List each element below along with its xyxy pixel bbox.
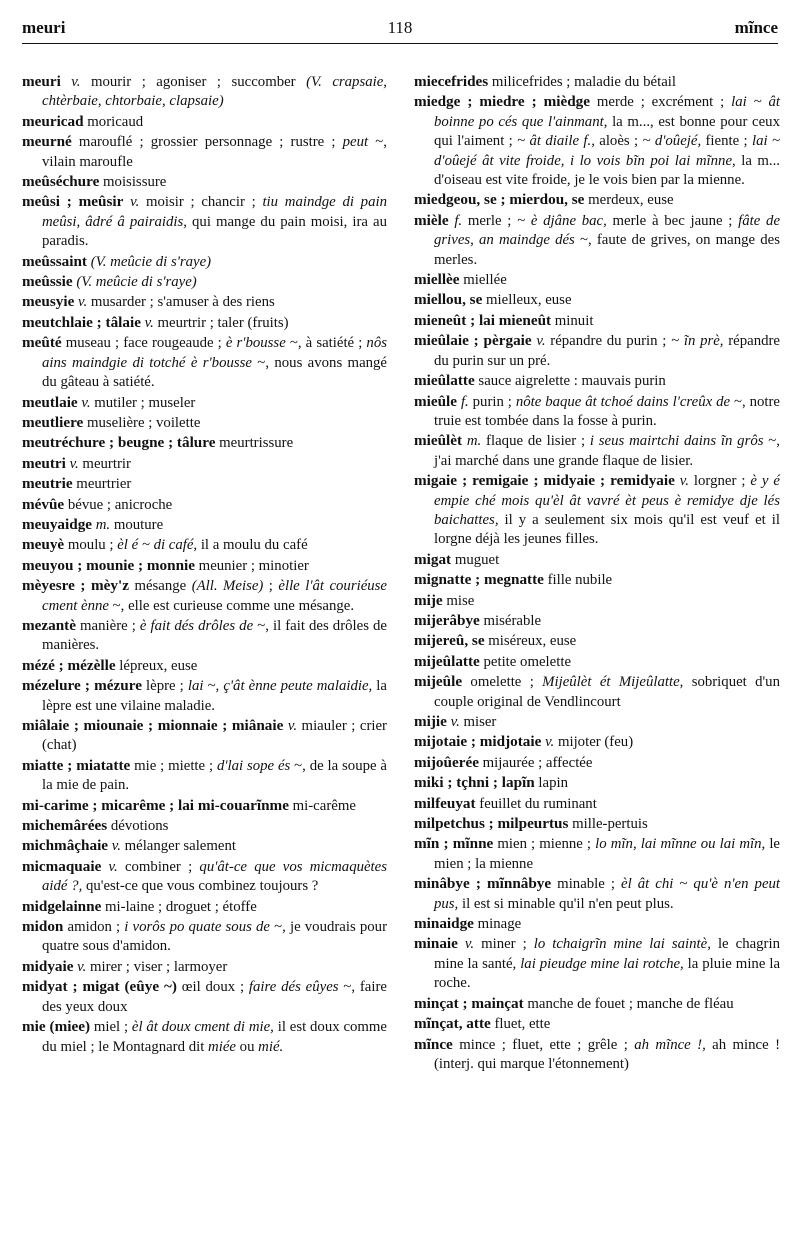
dictionary-entry: miellèe miellée — [414, 271, 507, 289]
dictionary-entry: migat muguet — [414, 550, 500, 568]
dictionary-entry: mèyesre ; mèy'z mésange (All. Meise) ; èlle l'ât couriéuse cment ènne ~, elle est curieuse comme une mésange. — [22, 577, 387, 614]
dictionary-entry: meûssaint (V. meûcie di s'raye) — [22, 252, 212, 270]
dictionary-entry: michmâçhaie v. mélanger salement — [22, 837, 236, 855]
dictionary-entry: mignatte ; megnatte fille nubile — [414, 571, 613, 589]
dictionary-entry: mieûlatte sauce aigrelette : mauvais purin — [414, 372, 666, 390]
dictionary-entry: minâbye ; mĩnnâbye minable ; èl ât chi ~ qu'è n'en peut pus, il est si minable qu'il n'en peut plus. — [414, 875, 781, 912]
dictionary-entry: mieûlaie ; pèrgaie v. répandre du purin ; ~ ĩn prè, répandre du purin sur un pré. — [414, 332, 781, 369]
dictionary-entry: milpetchus ; milpeurtus mille-pertuis — [414, 815, 648, 833]
dictionary-entry: meûsi ; meûsir v. moisir ; chancir ; tiu maindge di pain meûsi, âdré â pairaidis, qui mange du pain moisi, ira au paradis. — [22, 193, 387, 250]
dictionary-entry: michemârées dévotions — [22, 817, 169, 835]
dictionary-entry: meûséchure moisissure — [22, 173, 167, 191]
dictionary-entry: midgelainne mi-laine ; droguet ; étoffe — [22, 897, 257, 915]
dictionary-entry: meûté museau ; face rougeaude ; è r'bousse ~, à satiété ; nôs ains maindgie di totché è r'bousse ~, nous avons mangé du gâteau à satiété. — [22, 334, 387, 391]
dictionary-entry: mije mise — [414, 591, 475, 609]
dictionary-entry: mĩn ; mĩnne mien ; mienne ; lo mĩn, lai mĩnne ou lai mĩn, le mien ; la mienne — [414, 835, 780, 872]
dictionary-entry: meuyè moulu ; èl é ~ di café, il a moulu du café — [22, 536, 308, 554]
dictionary-entry: mieneût ; lai mieneût minuit — [414, 311, 594, 329]
dictionary-entry: midon amidon ; i vorôs po quate sous de ~, je voudrais pour quatre sous d'amidon. — [22, 918, 388, 955]
dictionary-entry: meuri v. mourir ; agoniser ; succomber (V. crapsaie, chtèrbaie, chtorbaie, clapsaie) — [22, 73, 387, 110]
dictionary-entry: meutliere muselière ; voilette — [22, 413, 201, 431]
dictionary-entry: miellou, se mielleux, euse — [414, 291, 572, 309]
dictionary-entry: minçat ; mainçat manche de fouet ; manche de fléau — [414, 994, 734, 1012]
page-header — [22, 18, 778, 42]
dictionary-entry: mijoûerée mijaurée ; affectée — [414, 753, 593, 771]
dictionary-entry: mévûe bévue ; anicroche — [22, 495, 173, 513]
dictionary-entry: mieûlèt m. flaque de lisier ; i seus mairtchi dains ĩn grôs ~, j'ai marché dans une grande flaque de lisier. — [414, 432, 781, 469]
dictionary-entry: miatte ; miatatte mie ; miette ; d'lai sope és ~, de la soupe à la mie de pain. — [22, 756, 387, 794]
running-head-right: mĩnce — [734, 18, 778, 37]
dictionary-entry: meutchlaie ; tâlaie v. meurtrir ; taler (fruits) — [22, 313, 289, 331]
dictionary-entry: mezantè manière ; è fait dés drôles de ~, il fait des drôles de manières. — [22, 616, 387, 654]
dictionary-entry: mijeûle omelette ; Mijeûlèt ét Mijeûlatte, sobriquet d'un couple original de Vendlincourt — [414, 673, 780, 710]
dictionary-entry: meutri v. meurtrir — [22, 454, 131, 472]
dictionary-entry: meuyaidge m. mouture — [22, 515, 164, 533]
dictionary-entry: miâlaie ; miounaie ; mionnaie ; miânaie v. miauler ; crier (chat) — [22, 717, 387, 754]
right-column — [414, 72, 780, 1074]
dictionary-entry: mijotaie ; midjotaie v. mijoter (feu) — [414, 733, 634, 751]
dictionary-entry: mie (miee) miel ; èl ât doux cment di mie, il est doux comme du miel ; le Montagnard dit miée ou mié. — [22, 1018, 387, 1055]
page-number: 118 — [387, 18, 413, 37]
dictionary-entry: meutlaie v. mutiler ; museler — [22, 393, 196, 411]
dictionary-entry: meurné marouflé ; grossier personnage ; rustre ; peut ~, vilain maroufle — [22, 133, 387, 170]
left-column — [22, 72, 387, 1057]
dictionary-entry: miki ; tçhni ; lapĩn lapin — [414, 774, 568, 792]
dictionary-entry: meusyie v. musarder ; s'amuser à des riens — [22, 293, 275, 311]
dictionary-entry: milfeuyat feuillet du ruminant — [414, 794, 597, 812]
dictionary-entry: mijerâbye misérable — [414, 611, 542, 629]
dictionary-entry: midyat ; migat (eûye ~) œil doux ; faire dés eûyes ~, faire des yeux doux — [22, 978, 387, 1015]
dictionary-entry: mézelure ; mézure lèpre ; lai ~, ç'ât ènne peute malaidie, la lèpre est une vilaine maladie. — [22, 677, 387, 714]
dictionary-entry: mézé ; mézèlle lépreux, euse — [22, 656, 198, 674]
dictionary-entry: miedgeou, se ; mierdou, se merdeux, euse — [414, 191, 674, 209]
dictionary-entry: meuricad moricaud — [22, 112, 144, 130]
dictionary-entry: mijereû, se miséreux, euse — [414, 632, 577, 650]
dictionary-entry: migaie ; remigaie ; midyaie ; remidyaie v. lorgner ; è y é empie ché mois qu'èl ât vavré èt peus è remidye dje lés baichattes, il y a seulement six mois qu'il est veuf et il lorgne déjà les jeunes filles. — [414, 472, 780, 548]
dictionary-entry: meûssie (V. meûcie di s'raye) — [22, 273, 197, 291]
dictionary-entry: miecefrides milicefrides ; maladie du bétail — [414, 73, 676, 90]
dictionary-entry: meuyou ; mounie ; monnie meunier ; minotier — [22, 556, 309, 574]
dictionary-entry: midyaie v. mirer ; viser ; larmoyer — [22, 957, 228, 975]
dictionary-entry: mi-carime ; micarême ; lai mi-couarĩnme mi-carême — [22, 796, 356, 814]
dictionary-entry: mijie v. miser — [414, 713, 497, 730]
dictionary-entry: minaie v. miner ; lo tchaigrĩn mine lai saintè, le chagrin mine la santé, lai pieudge mine lai rotche, la pluie mine la roche. — [414, 935, 781, 992]
dictionary-entry: mièle f. merle ; ~ è djâne bac, merle à bec jaune ; fâte de grives, an maindge dés ~, faute de grives, on mange des merles. — [414, 211, 781, 268]
dictionary-entry: mieûle f. purin ; nôte baque ât tchoé dains l'creûx de ~, notre truie est tombée dans la fosse à purin. — [414, 392, 780, 429]
dictionary-entry: meutrie meurtrier — [22, 475, 132, 493]
running-head-left: meuri — [22, 18, 66, 37]
dictionary-entry: meutréchure ; beugne ; tâlure meurtrissure — [22, 434, 294, 452]
dictionary-entry: mijeûlatte petite omelette — [414, 652, 572, 670]
header-rule — [22, 43, 778, 44]
dictionary-entry: minaidge minage — [414, 915, 522, 933]
dictionary-entry: mĩnce mince ; fluet, ette ; grêle ; ah mĩnce !, ah mince ! (interj. qui marque l'étonnement) — [414, 1035, 780, 1072]
dictionary-entry: micmaquaie v. combiner ; qu'ât-ce que vos micmaquètes aidé ?, qu'est-ce que vous combinez toujours ? — [22, 857, 387, 895]
dictionary-entry: miedge ; miedre ; mièdge merde ; excrément ; lai ~ ât boinne po cés que l'ainmant, la m..., est bonne pour ceux qui l'aiment ; ~ ât diaile f., aloès ; ~ d'oûejé, fiente ; lai ~ d'oûejé ât vite froide, i lo vois bĩn poi lai mĩnne, la m... d'oiseau est vite froide, je le vois bien par la mienne. — [414, 93, 781, 189]
dictionary-entry: mĩnçat, atte fluet, ette — [414, 1015, 551, 1033]
